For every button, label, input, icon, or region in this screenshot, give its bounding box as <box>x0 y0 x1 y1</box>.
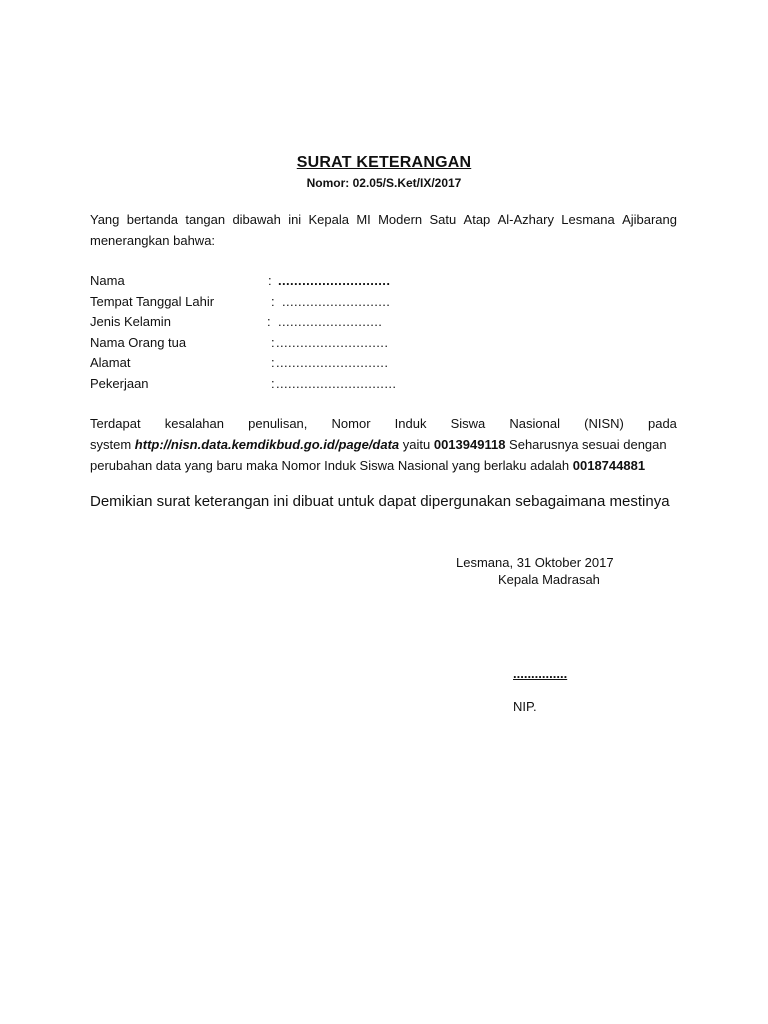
nisn-word: Siswa <box>450 416 486 431</box>
nisn-line-3 <box>90 455 677 476</box>
intro-paragraph <box>90 209 677 251</box>
nisn-word: Nasional <box>509 416 561 431</box>
intro-word: bertanda <box>126 212 179 227</box>
field-row-pekerjaan <box>90 374 410 395</box>
field-colon: : <box>267 314 271 329</box>
field-colon: : <box>268 273 272 288</box>
intro-word: MI <box>356 212 371 227</box>
place-date: Lesmana, 31 Oktober 2017 <box>456 555 614 570</box>
signer-name: ............... <box>513 666 568 681</box>
field-row-nama <box>90 271 410 292</box>
nisn-line-3-text: perubahan data yang baru maka Nomor Induk Siswa Nasional yang berlaku adalah <box>90 458 573 473</box>
field-colon: : <box>271 334 275 350</box>
field-value: ............................ <box>278 273 391 288</box>
nisn-word: Terdapat <box>90 416 141 431</box>
field-label: Pekerjaan <box>90 375 149 391</box>
nisn-word: pada <box>647 416 677 431</box>
nisn-word: Nomor <box>331 416 371 431</box>
field-value: .......................... <box>278 314 383 329</box>
signer-nip: NIP. <box>513 699 537 714</box>
intro-word: Atap <box>463 212 491 227</box>
field-label: Alamat <box>90 355 131 370</box>
old-nisn: 0013949118 <box>433 437 506 452</box>
letter-number: Nomor: 02.05/S.Ket/IX/2017 <box>306 176 462 190</box>
intro-word: Yang <box>90 212 120 227</box>
nisn-line-2-mid: yaitu <box>399 437 434 452</box>
nisn-word: (NISN) <box>584 416 624 431</box>
intro-word: Satu <box>429 212 457 227</box>
field-value: ............................ <box>276 334 389 350</box>
intro-word: Modern <box>378 212 423 227</box>
nisn-url-link[interactable]: http://nisn.data.kemdikbud.go.id/page/data <box>134 437 400 452</box>
new-nisn: 0018744881 <box>572 458 646 473</box>
nisn-word: penulisan, <box>248 416 308 431</box>
intro-line-1 <box>90 209 677 230</box>
field-label: Tempat Tanggal Lahir <box>90 293 215 309</box>
intro-word: tangan <box>185 212 226 227</box>
field-colon: : <box>271 375 275 391</box>
signer-position: Kepala Madrasah <box>498 572 600 587</box>
field-row-alamat <box>90 353 410 374</box>
nisn-word: kesalahan <box>164 416 224 431</box>
field-value: .............................. <box>276 375 397 391</box>
intro-word: Al-Azhary <box>497 212 554 227</box>
field-colon: : <box>271 355 275 370</box>
intro-word: dibawah <box>232 212 281 227</box>
field-label: Nama Orang tua <box>90 334 187 350</box>
field-value: ........................... <box>282 293 391 309</box>
intro-word: Kepala <box>308 212 349 227</box>
intro-line-2: menerangkan bahwa: <box>90 233 216 248</box>
letter-title: SURAT KETERANGAN <box>296 154 472 171</box>
field-label: Nama <box>90 273 125 288</box>
field-colon: : <box>271 293 275 309</box>
identity-fields <box>90 271 410 394</box>
nisn-paragraph <box>90 413 677 476</box>
field-row-ttl <box>90 292 410 313</box>
closing-statement: Demikian surat keterangan ini dibuat untuk dapat dipergunakan sebagaimana mestinya <box>90 493 670 510</box>
nisn-line-1 <box>90 413 677 434</box>
field-label: Jenis Kelamin <box>90 314 171 329</box>
nisn-line-2-prefix: system <box>90 437 135 452</box>
intro-word: Lesmana <box>561 212 615 227</box>
intro-word: Ajibarang <box>622 212 677 227</box>
nisn-line-2 <box>90 434 677 455</box>
field-value: ............................ <box>276 355 389 370</box>
nisn-word: Induk <box>394 416 427 431</box>
field-row-orang-tua <box>90 333 410 354</box>
nisn-line-2-suffix: Seharusnya sesuai dengan <box>505 437 667 452</box>
intro-word: ini <box>288 212 302 227</box>
field-row-jenis-kelamin <box>90 312 410 333</box>
